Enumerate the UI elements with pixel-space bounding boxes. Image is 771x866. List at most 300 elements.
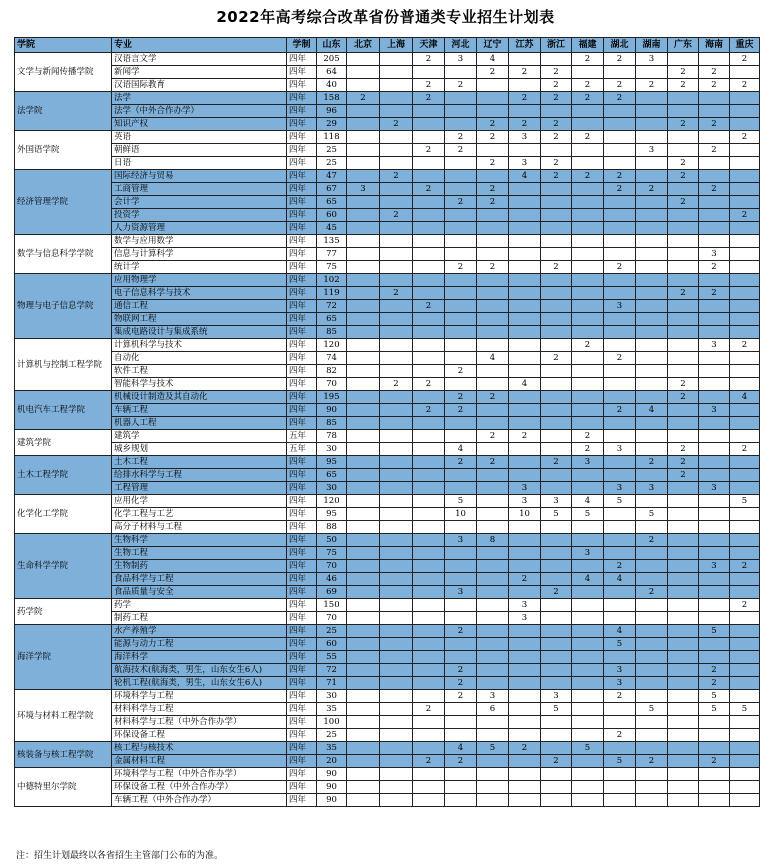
quota-cell (541, 274, 572, 287)
quota-cell (699, 521, 730, 534)
quota-cell (380, 651, 413, 664)
major-name: 法学 (112, 92, 287, 105)
quota-cell (604, 456, 636, 469)
quota-cell (541, 105, 572, 118)
quota-cell (413, 521, 445, 534)
quota-cell (699, 534, 730, 547)
quota-cell: 2 (572, 170, 604, 183)
major-name: 会计学 (112, 196, 287, 209)
table-row (15, 209, 760, 222)
quota-cell (347, 326, 380, 339)
quota-cell (380, 131, 413, 144)
quota-cell (668, 482, 699, 495)
quota-cell (604, 586, 636, 599)
quota-cell: 100 (317, 716, 347, 729)
quota-cell: 2 (380, 118, 413, 131)
quota-cell: 2 (445, 144, 477, 157)
major-name: 工程管理 (112, 482, 287, 495)
quota-cell (477, 495, 509, 508)
quota-cell: 2 (477, 66, 509, 79)
quota-cell (347, 560, 380, 573)
quota-cell (699, 53, 730, 66)
quota-cell (413, 248, 445, 261)
duration-cell: 四年 (287, 157, 317, 170)
quota-cell (347, 625, 380, 638)
table-row (15, 404, 760, 417)
quota-cell (668, 105, 699, 118)
quota-cell (541, 339, 572, 352)
quota-cell: 5 (604, 755, 636, 768)
quota-cell (380, 664, 413, 677)
quota-cell (730, 417, 760, 430)
quota-cell (541, 482, 572, 495)
quota-cell (572, 352, 604, 365)
quota-cell (347, 157, 380, 170)
table-row (15, 274, 760, 287)
quota-cell (730, 755, 760, 768)
quota-cell (604, 209, 636, 222)
quota-cell (509, 521, 541, 534)
quota-cell: 2 (730, 560, 760, 573)
quota-cell (572, 729, 604, 742)
quota-cell (445, 547, 477, 560)
quota-cell (636, 287, 668, 300)
quota-cell: 2 (699, 118, 730, 131)
quota-cell (668, 560, 699, 573)
quota-cell (380, 261, 413, 274)
quota-cell: 2 (509, 66, 541, 79)
quota-cell (668, 183, 699, 196)
quota-cell (668, 729, 699, 742)
quota-cell (413, 456, 445, 469)
duration-cell: 四年 (287, 378, 317, 391)
quota-cell (572, 417, 604, 430)
quota-cell (509, 404, 541, 417)
major-name: 高分子材料与工程 (112, 521, 287, 534)
major-name: 土木工程 (112, 456, 287, 469)
quota-cell (699, 196, 730, 209)
table-row (15, 170, 760, 183)
major-name: 建筑学 (112, 430, 287, 443)
quota-cell (413, 157, 445, 170)
quota-cell (730, 261, 760, 274)
quota-cell (347, 586, 380, 599)
quota-cell (509, 534, 541, 547)
quota-cell (347, 599, 380, 612)
quota-cell (380, 326, 413, 339)
quota-cell (347, 742, 380, 755)
quota-cell (347, 144, 380, 157)
duration-cell: 四年 (287, 300, 317, 313)
quota-cell: 2 (509, 430, 541, 443)
quota-cell: 3 (445, 586, 477, 599)
quota-cell (572, 599, 604, 612)
quota-cell: 5 (636, 508, 668, 521)
quota-cell (347, 53, 380, 66)
quota-cell (347, 703, 380, 716)
college-name: 机电汽车工程学院 (15, 391, 112, 430)
quota-cell (699, 599, 730, 612)
duration-cell: 四年 (287, 612, 317, 625)
quota-cell: 2 (477, 131, 509, 144)
quota-cell (541, 742, 572, 755)
quota-cell (730, 313, 760, 326)
quota-cell (730, 690, 760, 703)
quota-cell (572, 664, 604, 677)
quota-cell (347, 651, 380, 664)
quota-cell: 2 (636, 183, 668, 196)
quota-cell (730, 534, 760, 547)
duration-cell: 四年 (287, 482, 317, 495)
major-name: 海洋科学 (112, 651, 287, 664)
major-name: 英语 (112, 131, 287, 144)
quota-cell (730, 157, 760, 170)
quota-cell: 2 (413, 378, 445, 391)
quota-cell (730, 352, 760, 365)
quota-cell (636, 157, 668, 170)
quota-cell: 118 (317, 131, 347, 144)
quota-cell: 75 (317, 547, 347, 560)
quota-cell: 95 (317, 456, 347, 469)
table-row (15, 794, 760, 807)
quota-cell: 5 (604, 638, 636, 651)
quota-cell: 3 (572, 456, 604, 469)
duration-cell: 四年 (287, 586, 317, 599)
quota-cell (541, 235, 572, 248)
quota-cell (730, 521, 760, 534)
quota-cell (572, 482, 604, 495)
major-name: 食品科学与工程 (112, 573, 287, 586)
quota-cell: 40 (317, 79, 347, 92)
quota-cell (347, 729, 380, 742)
quota-cell: 2 (477, 456, 509, 469)
quota-cell (380, 105, 413, 118)
quota-cell: 5 (477, 742, 509, 755)
quota-cell: 4 (509, 170, 541, 183)
quota-cell (509, 235, 541, 248)
quota-cell (604, 144, 636, 157)
quota-cell: 2 (445, 456, 477, 469)
table-row (15, 183, 760, 196)
major-name: 法学（中外合作办学） (112, 105, 287, 118)
quota-cell (636, 781, 668, 794)
table-row (15, 547, 760, 560)
quota-cell (636, 729, 668, 742)
quota-cell (668, 547, 699, 560)
quota-cell (604, 599, 636, 612)
college-name: 海洋学院 (15, 625, 112, 690)
college-name: 生命科学学院 (15, 534, 112, 599)
quota-cell (668, 768, 699, 781)
quota-cell (477, 638, 509, 651)
quota-cell (572, 586, 604, 599)
quota-cell: 30 (317, 443, 347, 456)
column-header: 广东 (668, 38, 699, 53)
quota-cell (413, 625, 445, 638)
quota-cell (636, 261, 668, 274)
quota-cell: 3 (509, 612, 541, 625)
quota-cell (730, 365, 760, 378)
quota-cell: 2 (572, 53, 604, 66)
quota-cell: 50 (317, 534, 347, 547)
quota-cell (445, 417, 477, 430)
quota-cell (668, 716, 699, 729)
quota-cell: 2 (509, 118, 541, 131)
quota-cell (445, 768, 477, 781)
quota-cell (380, 703, 413, 716)
quota-cell (413, 599, 445, 612)
quota-cell: 4 (604, 625, 636, 638)
table-row (15, 378, 760, 391)
quota-cell: 4 (636, 404, 668, 417)
quota-cell (380, 404, 413, 417)
quota-cell: 2 (699, 79, 730, 92)
quota-cell (572, 560, 604, 573)
quota-cell (477, 586, 509, 599)
quota-cell: 6 (477, 703, 509, 716)
quota-cell: 70 (317, 612, 347, 625)
quota-cell (445, 170, 477, 183)
quota-cell (636, 469, 668, 482)
column-header: 北京 (347, 38, 380, 53)
major-name: 核工程与核技术 (112, 742, 287, 755)
table-row (15, 521, 760, 534)
quota-cell: 2 (604, 352, 636, 365)
quota-cell (541, 729, 572, 742)
table-row (15, 248, 760, 261)
quota-cell (699, 638, 730, 651)
quota-cell (541, 612, 572, 625)
quota-cell (730, 625, 760, 638)
quota-cell (699, 274, 730, 287)
table-row (15, 677, 760, 690)
quota-cell: 2 (604, 183, 636, 196)
quota-cell (668, 794, 699, 807)
quota-cell: 8 (477, 534, 509, 547)
quota-cell: 5 (541, 703, 572, 716)
quota-cell: 3 (699, 482, 730, 495)
quota-cell (413, 417, 445, 430)
quota-cell (380, 144, 413, 157)
duration-cell: 四年 (287, 755, 317, 768)
quota-cell (699, 716, 730, 729)
table-row (15, 599, 760, 612)
quota-cell (699, 170, 730, 183)
quota-cell: 2 (604, 404, 636, 417)
quota-cell (668, 222, 699, 235)
duration-cell: 四年 (287, 261, 317, 274)
major-name: 日语 (112, 157, 287, 170)
college-name: 中德特里尔学院 (15, 768, 112, 807)
table-row (15, 300, 760, 313)
table-row (15, 430, 760, 443)
column-header: 福建 (572, 38, 604, 53)
quota-cell (445, 716, 477, 729)
quota-cell (541, 599, 572, 612)
quota-cell (604, 378, 636, 391)
major-name: 汉语国际教育 (112, 79, 287, 92)
quota-cell (636, 66, 668, 79)
table-row (15, 313, 760, 326)
quota-cell (477, 378, 509, 391)
quota-cell (604, 508, 636, 521)
quota-cell (604, 131, 636, 144)
quota-cell (572, 651, 604, 664)
major-name: 应用物理学 (112, 274, 287, 287)
quota-cell (604, 339, 636, 352)
quota-cell (477, 612, 509, 625)
enrollment-plan-table (14, 37, 760, 807)
quota-cell (477, 209, 509, 222)
duration-cell: 四年 (287, 573, 317, 586)
quota-cell (636, 274, 668, 287)
quota-cell (413, 508, 445, 521)
quota-cell (636, 521, 668, 534)
quota-cell (541, 222, 572, 235)
duration-cell: 四年 (287, 79, 317, 92)
quota-cell (509, 560, 541, 573)
quota-cell (413, 638, 445, 651)
quota-cell (730, 66, 760, 79)
quota-cell (572, 157, 604, 170)
quota-cell: 35 (317, 742, 347, 755)
quota-cell (413, 469, 445, 482)
quota-cell: 2 (413, 183, 445, 196)
quota-cell (604, 118, 636, 131)
quota-cell (445, 300, 477, 313)
quota-cell (380, 508, 413, 521)
quota-cell: 2 (509, 573, 541, 586)
quota-cell (347, 690, 380, 703)
quota-cell (730, 794, 760, 807)
quota-cell (347, 547, 380, 560)
quota-cell (509, 755, 541, 768)
quota-cell: 3 (699, 248, 730, 261)
major-name: 食品质量与安全 (112, 586, 287, 599)
quota-cell (445, 573, 477, 586)
table-row (15, 92, 760, 105)
quota-cell: 2 (730, 339, 760, 352)
quota-cell (699, 781, 730, 794)
quota-cell: 2 (699, 664, 730, 677)
major-name: 电子信息科学与技术 (112, 287, 287, 300)
quota-cell (380, 495, 413, 508)
quota-cell (604, 66, 636, 79)
quota-cell (636, 495, 668, 508)
quota-cell: 2 (572, 443, 604, 456)
major-name: 材料科学与工程（中外合作办学） (112, 716, 287, 729)
major-name: 药学 (112, 599, 287, 612)
quota-cell (730, 404, 760, 417)
college-name: 化学化工学院 (15, 495, 112, 534)
quota-cell (380, 677, 413, 690)
quota-cell (604, 313, 636, 326)
quota-cell: 3 (445, 534, 477, 547)
duration-cell: 四年 (287, 313, 317, 326)
quota-cell (699, 209, 730, 222)
major-name: 能源与动力工程 (112, 638, 287, 651)
quota-cell: 90 (317, 768, 347, 781)
quota-cell (572, 274, 604, 287)
duration-cell: 四年 (287, 456, 317, 469)
quota-cell: 2 (477, 157, 509, 170)
quota-cell (509, 144, 541, 157)
quota-cell (380, 66, 413, 79)
table-row (15, 690, 760, 703)
major-name: 金属材料工程 (112, 755, 287, 768)
quota-cell (699, 469, 730, 482)
quota-cell (572, 677, 604, 690)
duration-cell: 四年 (287, 508, 317, 521)
quota-cell: 3 (604, 664, 636, 677)
quota-cell (445, 352, 477, 365)
quota-cell (636, 651, 668, 664)
quota-cell (347, 755, 380, 768)
quota-cell (541, 547, 572, 560)
quota-cell (477, 222, 509, 235)
quota-cell: 5 (604, 495, 636, 508)
major-name: 生物科学 (112, 534, 287, 547)
quota-cell (636, 235, 668, 248)
quota-cell (413, 768, 445, 781)
quota-cell (380, 443, 413, 456)
quota-cell (347, 274, 380, 287)
table-row (15, 638, 760, 651)
quota-cell (509, 729, 541, 742)
quota-cell (604, 417, 636, 430)
duration-cell: 四年 (287, 768, 317, 781)
quota-cell (477, 105, 509, 118)
duration-cell: 四年 (287, 339, 317, 352)
quota-cell (541, 534, 572, 547)
quota-cell (380, 729, 413, 742)
quota-cell (347, 118, 380, 131)
college-name: 文学与新闻传播学院 (15, 53, 112, 92)
quota-cell (699, 612, 730, 625)
quota-cell: 3 (509, 131, 541, 144)
quota-cell: 2 (413, 300, 445, 313)
quota-cell (347, 521, 380, 534)
quota-cell (541, 781, 572, 794)
duration-cell: 四年 (287, 170, 317, 183)
quota-cell (572, 196, 604, 209)
quota-cell: 2 (413, 755, 445, 768)
quota-cell (445, 326, 477, 339)
table-row (15, 287, 760, 300)
quota-cell: 2 (572, 79, 604, 92)
quota-cell (604, 391, 636, 404)
quota-cell (380, 768, 413, 781)
quota-cell: 35 (317, 703, 347, 716)
quota-cell (509, 339, 541, 352)
quota-cell (541, 573, 572, 586)
quota-cell (604, 716, 636, 729)
duration-cell: 四年 (287, 235, 317, 248)
quota-cell (477, 287, 509, 300)
quota-cell (347, 664, 380, 677)
quota-cell: 2 (668, 66, 699, 79)
quota-cell (445, 794, 477, 807)
quota-cell (445, 339, 477, 352)
quota-cell (668, 664, 699, 677)
major-name: 统计学 (112, 261, 287, 274)
quota-cell (541, 430, 572, 443)
quota-cell (668, 638, 699, 651)
quota-cell: 85 (317, 417, 347, 430)
quota-cell: 5 (572, 508, 604, 521)
quota-cell: 95 (317, 508, 347, 521)
quota-cell (730, 781, 760, 794)
